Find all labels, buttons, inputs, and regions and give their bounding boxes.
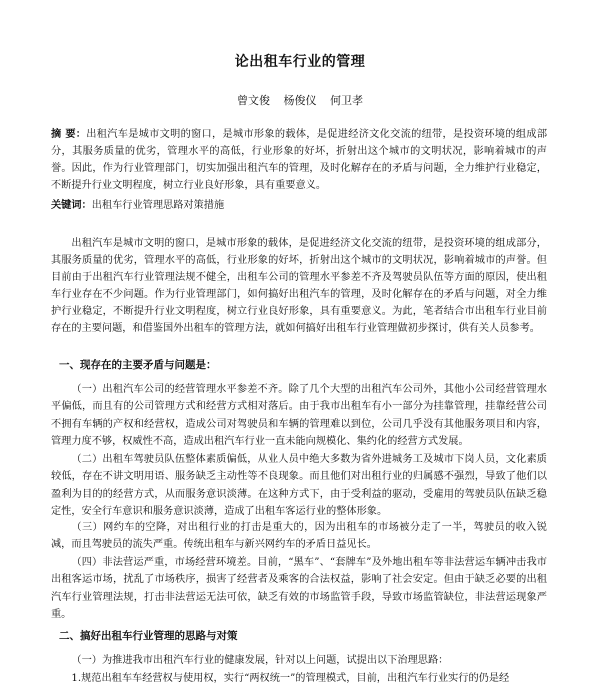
- intro-paragraph: 出租汽车是城市文明的窗口，是城市形象的载体，是促进经济文化交流的纽带，是投资环境的组成部分，其服务质量的优劣，管理水平的高低，行业形象的好坏，折射出这个城市的文明状况，影响着城市的声誉。但目前由于出租汽车行业管理法规不健全，出租车公司的管理水平参差不齐及驾驶员队伍等方面的原因，使出租车行业存在不少问题。作为行业管理部门，如何搞好出租汽车的管理，及时化解存在的矛盾与问题，对全力维护行业稳定，不断提升行业文明程度，树立行业良好形象，具有重要意义。为此，笔者结合市出租车行业目前存在的主要问题，和借鉴国外出租车的管理方法，就如何搞好出租车行业管理做初步探讨，供有关人员参考。: [51, 238, 547, 334]
- section1-paragraph-4: （四）非法营运严重，市场经营环境差。目前，“黑车”、“套牌车”及外地出租车等非法营运车辆冲击我市出租客运市场，扰乱了市场秩序，损害了经营者及乘客的合法权益，影响了社会安定。但由于缺乏必要的出租汽车行业管理法规，打击非法营运无法可依，缺乏有效的市场监管手段，导致市场监管缺位，非法营运现象严重。: [51, 557, 547, 620]
- section1-paragraph-2: （二）出租车驾驶员队伍整体素质偏低，从业人员中绝大多数为省外进城务工及城市下岗人员，文化素质较低，存在不讲文明用语、服务缺乏主动性等不良现象。而且他们对出租行业的归属感不强烈，导致了他们以盈利为目的的经营方式，从而服务意识淡薄。在这种方式下，由于受利益的驱动，受雇用的驾驶员队伍缺乏稳定性，安全行车意识和服务意识淡薄，造成了出租车客运行业的整体形象。: [51, 454, 547, 517]
- section1-paragraph-3: （三）网约车的空降，对出租行业的打击是重大的，因为出租车的市场被分走了一半，驾驶员的收入锐减，而且驾驶员的流失严重。传统出租车与新兴网约车的矛盾日益见长。: [51, 522, 547, 551]
- paper-title: 论出租车行业的管理: [234, 54, 366, 70]
- author-line: 曾文俊 杨俊仪 何卫孝: [237, 94, 363, 107]
- section2-paragraph-2: 1.规范出租车车经营权与使用权，实行“两权统一”的管理模式，目前，出租汽车行业实行的仍是经: [71, 673, 510, 684]
- abstract: [51, 126, 547, 194]
- section1-paragraph-1: （一）出租汽车公司的经营管理水平参差不齐。除了几个大型的出租汽车公司外，其他小公司经营管理水平偏低，而且有的公司管理方式和经营方式相对落后。由于我市出租车有小一部分为挂靠管理，挂靠经营公司不拥有车辆的产权和经营权，造成公司对驾驶员和车辆的管理难以到位，公司几乎没有其他服务项目和内容，管理力度不够，权威性不高，造成出租汽车行业一直未能向规模化、集约化的经营方式发展。: [51, 384, 547, 447]
- section-heading-1: 一、现存在的主要矛盾与问题是：: [59, 359, 217, 371]
- section-heading-2: 二、搞好出租车行业管理的思路与对策: [59, 630, 238, 642]
- keywords-label: 关键词：: [51, 199, 92, 211]
- keywords-text: 出租车行业管理思路对策措施: [91, 200, 225, 211]
- section2-paragraph-1: （一）为推进我市出租汽车行业的健康发展，针对以上问题，试提出以下治理思路：: [71, 655, 449, 666]
- abstract-text: 出租汽车是城市文明的窗口，是城市形象的载体，是促进经济文化交流的纽带，是投资环境的组成部分，其服务质量的优劣，管理水平的高低，行业形象的好坏，折射出这个城市的文明状况，影响着城市的声誉。因此，作为行业管理部门，切实加强出租汽车的管理，及时化解存在的矛盾与问题，全力维护行业稳定，不断提升行业文明程度，树立行业良好形象，具有重要意义。: [51, 129, 548, 191]
- abstract-label: 摘 要：: [51, 128, 87, 140]
- keywords: [51, 197, 547, 214]
